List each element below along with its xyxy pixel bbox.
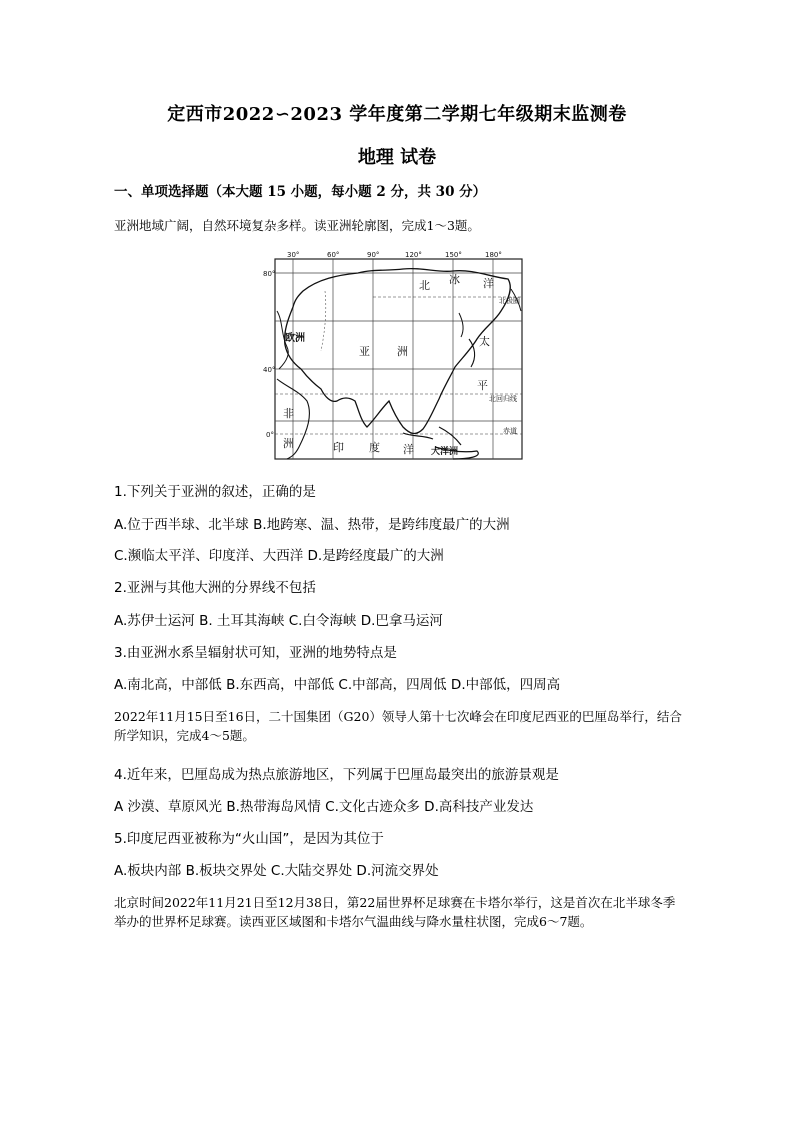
lon-label-30: 30°	[287, 251, 300, 259]
label-zhou: 洲	[397, 345, 408, 358]
question-3-options: A.南北高，中部低 B.东西高，中部低 C.中部高，四周低 D.中部低，四周高	[114, 677, 561, 693]
label-tropic-of-cancer: 北回归线	[489, 395, 517, 403]
asia-outline-map	[263, 251, 531, 463]
intro-paragraph-1: 亚洲地域广阔，自然环境复杂多样。读亚洲轮廓图，完成1～3题。	[114, 218, 480, 233]
meridian-lines	[293, 259, 493, 459]
section-heading: 一、单项选择题（本大题 15 小题，每小题 2 分，共 30 分）	[114, 184, 487, 200]
lon-label-180: 180°	[485, 251, 502, 259]
exam-title: 定西市2022∽2023 学年度第二学期七年级期末监测卷	[167, 104, 627, 125]
label-ya: 亚	[359, 345, 370, 358]
label-yin: 印	[333, 441, 344, 454]
question-1-options-a: A.位于西半球、北半球 B.地跨寒、温、热带，是跨纬度最广的大洲	[114, 517, 510, 533]
label-bing: 冰	[449, 273, 460, 286]
exam-subtitle: 地理 试卷	[357, 147, 437, 168]
sakhalin-island	[459, 313, 463, 337]
question-3-stem: 3.由亚洲水系呈辐射状可知，亚洲的地势特点是	[114, 645, 397, 661]
lon-label-90: 90°	[367, 251, 380, 259]
intro-paragraph-2: 2022年11月15日至16日，二十国集团（G20）领导人第十七次峰会在印度尼西亚的巴厘岛举行，结合所学知识，完成4～5题。	[114, 709, 682, 743]
label-bei: 北	[419, 279, 430, 292]
label-ping: 平	[477, 379, 488, 392]
label-dayangzhou: 大洋洲	[431, 447, 459, 457]
label-fei: 非	[283, 407, 294, 420]
lon-label-60: 60°	[327, 251, 340, 259]
lon-label-120: 120°	[405, 251, 422, 259]
new-guinea	[439, 427, 461, 445]
label-equator: 赤道	[503, 427, 517, 435]
label-zhou2: 洲	[283, 437, 294, 450]
label-yang2: 洋	[403, 443, 414, 456]
lon-label-150: 150°	[445, 251, 462, 259]
question-4-stem: 4.近年来，巴厘岛成为热点旅游地区，下列属于巴厘岛最突出的旅游景观是	[114, 767, 559, 783]
lat-label-40: 40°	[263, 366, 276, 374]
question-1-options-b: C.濒临太平洋、印度洋、大西洋 D.是跨经度最广的大洲	[114, 548, 444, 564]
question-2-options: A.苏伊士运河 B. 土耳其海峡 C.白令海峡 D.巴拿马运河	[114, 613, 443, 629]
question-4-options: A 沙漠、草原风光 B.热带海岛风情 C.文化古迹众多 D.高科技产业发达	[114, 799, 534, 815]
label-ouzhou: 欧洲	[285, 333, 305, 344]
lat-label-80: 80°	[263, 270, 276, 278]
label-yang1: 洋	[483, 277, 494, 290]
label-tai: 太	[479, 335, 490, 348]
label-du: 度	[369, 441, 380, 454]
question-2-stem: 2.亚洲与其他大洲的分界线不包括	[114, 580, 316, 596]
question-5-stem: 5.印度尼西亚被称为“火山国”，是因为其位于	[114, 831, 384, 847]
intro-paragraph-3: 北京时间2022年11月21日至12月38日，第22届世界杯足球赛在卡塔尔举行，这是首次在北半球冬季举办的世界杯足球赛。读西亚区域图和卡塔尔气温曲线与降水量柱状图，完成6～7题。	[114, 895, 676, 929]
question-5-options: A.板块内部 B.板块交界处 C.大陆交界处 D.河流交界处	[114, 863, 439, 879]
lat-label-0: 0°	[266, 431, 274, 439]
label-arctic-circle: 北极圈	[499, 297, 520, 305]
asia-map-svg	[263, 251, 531, 463]
question-1-stem: 1.下列关于亚洲的叙述，正确的是	[114, 484, 316, 500]
